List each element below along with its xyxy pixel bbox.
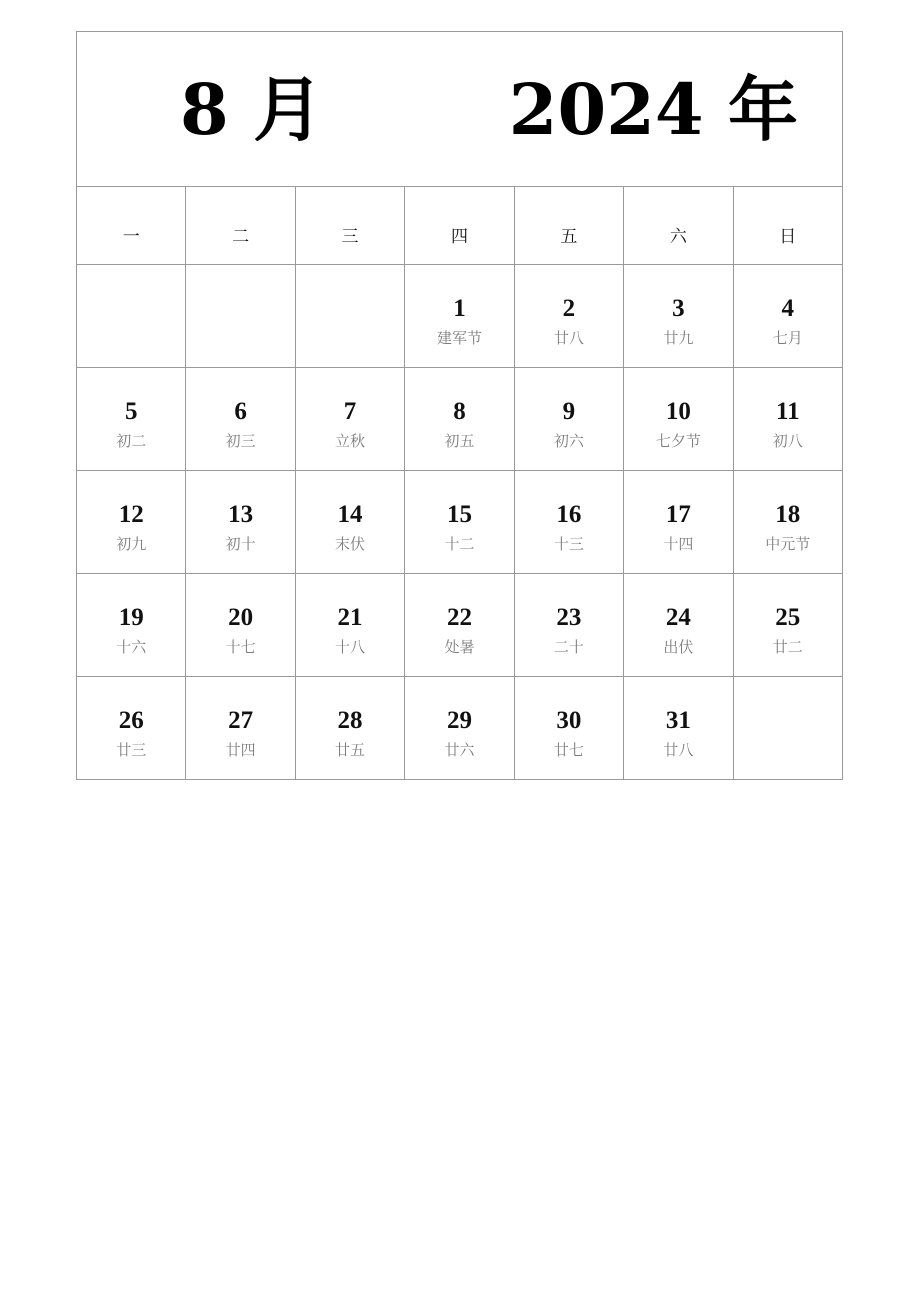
day-number: 27	[228, 707, 254, 734]
lunar-date	[186, 329, 294, 347]
day-number: 28	[337, 707, 363, 734]
day-number: 30	[556, 707, 582, 734]
day-cell	[295, 574, 404, 677]
day-cell	[295, 677, 404, 780]
day-number: 7	[343, 398, 357, 425]
weekday-header-cell	[77, 187, 186, 265]
day-number	[186, 295, 294, 323]
day-number: 15	[446, 501, 472, 528]
day-number: 5	[124, 398, 138, 425]
day-cell	[186, 574, 295, 677]
day-number: 24	[665, 604, 691, 631]
lunar-date: 七月	[772, 329, 803, 347]
week-row	[77, 574, 843, 677]
day-cell	[514, 574, 623, 677]
weekday-label: 三	[341, 227, 359, 247]
lunar-date: 廿四	[225, 741, 256, 759]
lunar-date: 初九	[116, 535, 147, 553]
week-row	[77, 471, 843, 574]
weekday-label: 四	[450, 227, 468, 247]
title-cell	[77, 32, 843, 187]
lunar-date: 初十	[225, 535, 256, 553]
weekday-header-cell	[186, 187, 295, 265]
lunar-date: 廿九	[663, 329, 694, 347]
day-number	[734, 707, 842, 735]
lunar-date: 廿五	[335, 741, 366, 759]
lunar-date: 十七	[225, 638, 256, 656]
lunar-date: 处暑	[444, 638, 475, 656]
lunar-date: 十六	[116, 638, 147, 656]
lunar-date: 十三	[553, 535, 584, 553]
day-cell	[405, 471, 514, 574]
day-number: 25	[775, 604, 801, 631]
day-number: 11	[775, 398, 800, 425]
day-cell	[624, 677, 733, 780]
lunar-date: 廿七	[553, 741, 584, 759]
day-number: 20	[228, 604, 254, 631]
day-cell	[186, 368, 295, 471]
lunar-date: 末伏	[335, 535, 366, 553]
weekday-label: 日	[779, 227, 797, 247]
lunar-date	[296, 329, 404, 347]
lunar-date: 初五	[444, 432, 475, 450]
weekday-label: 六	[669, 227, 687, 247]
day-number: 1	[453, 295, 466, 322]
day-cell	[77, 574, 186, 677]
calendar-table	[76, 31, 843, 780]
day-number: 17	[665, 501, 691, 528]
day-cell	[77, 265, 186, 368]
lunar-date: 出伏	[663, 638, 694, 656]
lunar-date: 廿六	[444, 741, 475, 759]
weekday-label: 五	[560, 227, 578, 247]
weekday-header-cell	[624, 187, 733, 265]
day-number: 4	[781, 295, 795, 322]
day-cell	[405, 265, 514, 368]
day-cell	[405, 677, 514, 780]
lunar-date: 十二	[444, 535, 475, 553]
weekday-label: 二	[232, 227, 250, 247]
lunar-date: 廿八	[663, 741, 694, 759]
day-number: 6	[234, 398, 247, 425]
lunar-date: 初二	[116, 432, 147, 450]
lunar-date: 初八	[772, 432, 803, 450]
day-cell	[77, 677, 186, 780]
lunar-date: 七夕节	[655, 432, 701, 450]
day-cell	[405, 574, 514, 677]
day-number: 3	[672, 295, 685, 322]
weekday-header-cell	[295, 187, 404, 265]
day-number: 8	[453, 398, 466, 425]
lunar-date: 十八	[335, 638, 366, 656]
day-cell	[733, 265, 842, 368]
day-number: 10	[665, 398, 691, 425]
weekday-label: 一	[122, 227, 140, 247]
weekday-header-cell	[514, 187, 623, 265]
day-number: 2	[562, 295, 576, 322]
day-cell	[186, 265, 295, 368]
day-number: 31	[665, 707, 691, 734]
day-number: 9	[562, 398, 576, 425]
lunar-date: 建军节	[436, 329, 482, 347]
day-cell	[186, 471, 295, 574]
day-cell	[733, 677, 842, 780]
day-cell	[624, 574, 733, 677]
day-number: 13	[228, 501, 254, 528]
week-row	[77, 677, 843, 780]
lunar-date: 廿八	[553, 329, 584, 347]
day-cell	[405, 368, 514, 471]
weekday-header-cell	[405, 187, 514, 265]
lunar-date: 立秋	[335, 432, 366, 450]
day-number: 14	[337, 501, 363, 528]
day-cell	[733, 368, 842, 471]
lunar-date	[77, 329, 185, 347]
lunar-date: 初六	[553, 432, 584, 450]
day-cell	[186, 677, 295, 780]
day-number: 26	[118, 707, 144, 734]
day-cell	[514, 368, 623, 471]
day-number	[296, 295, 404, 323]
day-number: 21	[337, 604, 363, 631]
day-number: 12	[118, 501, 144, 528]
title-row	[77, 32, 843, 187]
weekday-header-row	[77, 187, 843, 265]
year-title: 2024 年	[508, 68, 798, 151]
day-cell	[733, 574, 842, 677]
day-number: 19	[118, 604, 144, 631]
month-title: 8 月	[180, 68, 324, 151]
day-cell	[624, 471, 733, 574]
day-cell	[624, 265, 733, 368]
day-cell	[514, 265, 623, 368]
day-number: 22	[446, 604, 472, 631]
lunar-date: 中元节	[765, 535, 811, 553]
lunar-date: 二十	[553, 638, 584, 656]
day-number: 29	[446, 707, 472, 734]
lunar-date	[734, 741, 842, 759]
day-cell	[295, 471, 404, 574]
day-cell	[295, 368, 404, 471]
day-number: 16	[556, 501, 582, 528]
lunar-date: 廿三	[116, 741, 147, 759]
day-number: 18	[775, 501, 801, 528]
day-number	[77, 295, 185, 323]
day-number: 23	[556, 604, 582, 631]
day-cell	[733, 471, 842, 574]
week-row	[77, 265, 843, 368]
day-cell	[77, 471, 186, 574]
day-cell	[624, 368, 733, 471]
day-cell	[77, 368, 186, 471]
lunar-date: 初三	[225, 432, 256, 450]
lunar-date: 廿二	[772, 638, 803, 656]
lunar-date: 十四	[663, 535, 694, 553]
day-cell	[514, 677, 623, 780]
week-row	[77, 368, 843, 471]
day-cell	[295, 265, 404, 368]
weekday-header-cell	[733, 187, 842, 265]
day-cell	[514, 471, 623, 574]
